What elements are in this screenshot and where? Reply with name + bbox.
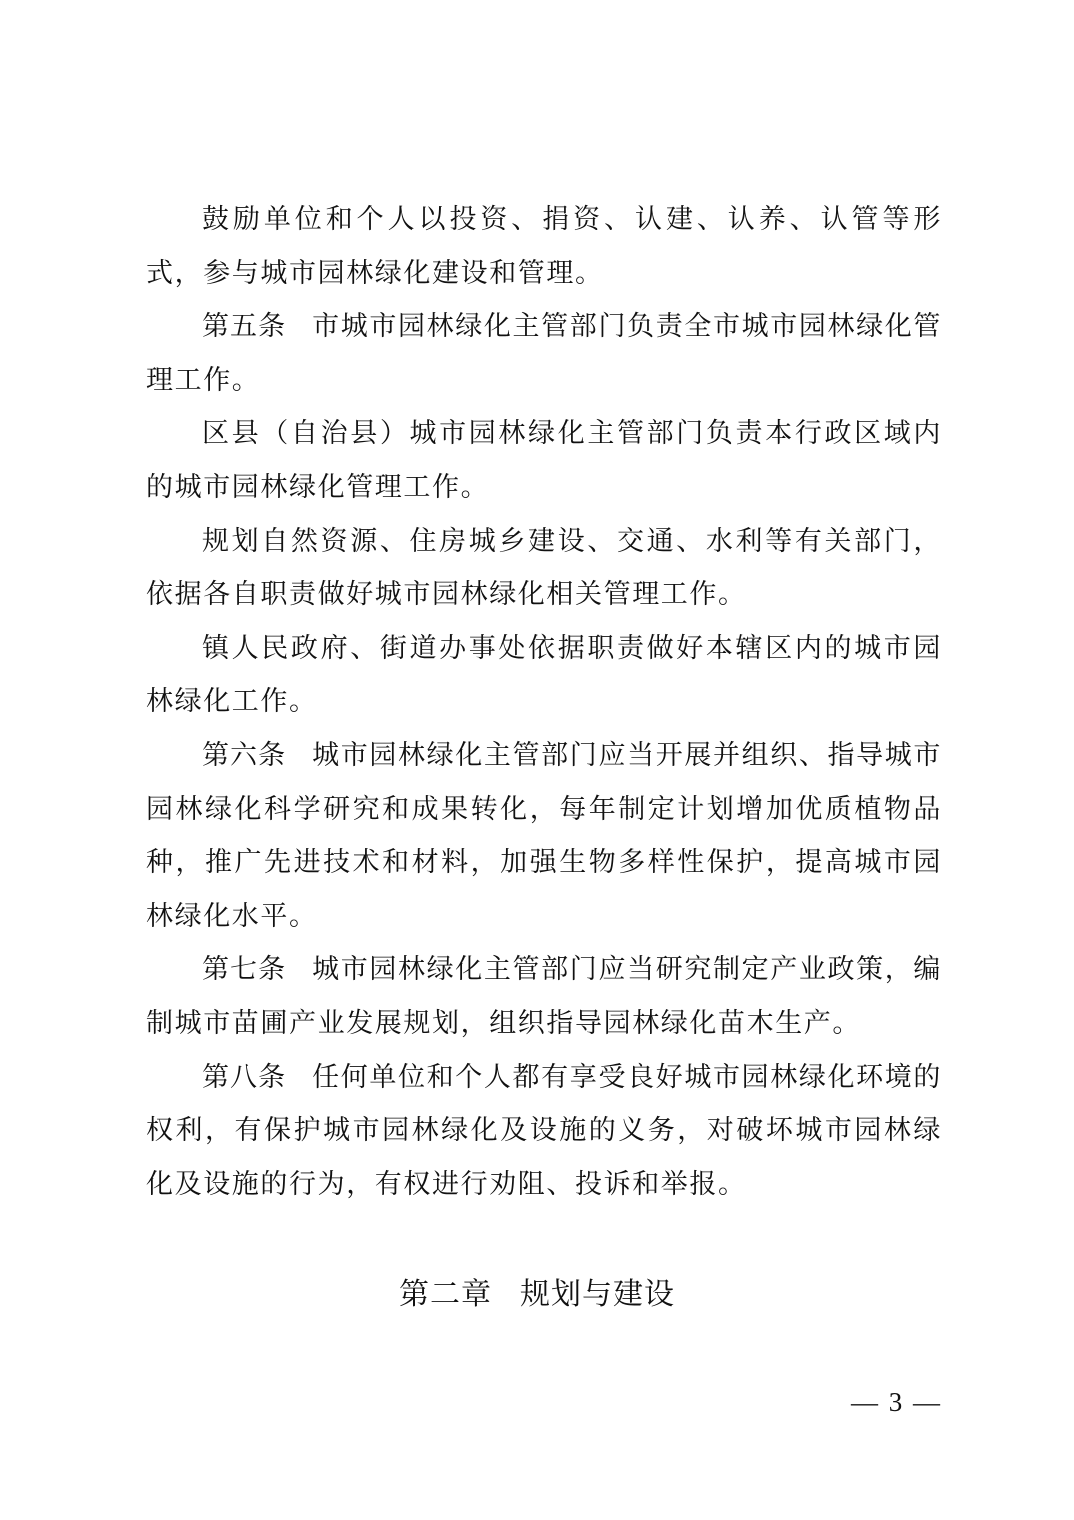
- article-5: [146, 300, 942, 407]
- article-8-label: 第八条: [202, 1061, 287, 1093]
- paragraph-5-text: 镇人民政府、街道办事处依据职责做好本辖区内的城市园林绿化工作。: [146, 632, 942, 718]
- article-6-label: 第六条: [202, 739, 287, 771]
- chapter-number: 第二章: [399, 1277, 492, 1312]
- chapter-title: 规划与建设: [520, 1277, 675, 1312]
- chapter-heading: [0, 1270, 1074, 1320]
- article-6-text: 城市园林绿化主管部门应当开展并组织、指导城市园林绿化科学研究和成果转化，每年制定计划增加优质植物品种，推广先进技术和材料，加强生物多样性保护，提高城市园林绿化水平。: [146, 739, 943, 932]
- article-7-text: 城市园林绿化主管部门应当研究制定产业政策，编制城市苗圃产业发展规划，组织指导园林绿化苗木生产。: [146, 954, 943, 1039]
- paragraph-5: [146, 622, 942, 729]
- document-body: [146, 193, 942, 1211]
- paragraph-4-text: 规划自然资源、住房城乡建设、交通、水利等有关部门，依据各自职责做好城市园林绿化相关管理工作。: [146, 525, 942, 611]
- article-7: [146, 943, 942, 1050]
- article-8-text: 任何单位和个人都有享受良好城市园林绿化环境的权利，有保护城市园林绿化及设施的义务，对破坏城市园林绿化及设施的行为，有权进行劝阻、投诉和举报。: [146, 1061, 943, 1200]
- article-8: [146, 1051, 942, 1212]
- paragraph-1-text: 鼓励单位和个人以投资、捐资、认建、认养、认管等形式，参与城市园林绿化建设和管理。: [146, 204, 942, 289]
- paragraph-1: [146, 193, 942, 300]
- article-5-text: 市城市园林绿化主管部门负责全市城市园林绿化管理工作。: [146, 311, 943, 396]
- paragraph-4: [146, 515, 942, 622]
- article-7-label: 第七条: [202, 954, 287, 986]
- article-6: [146, 729, 942, 943]
- paragraph-3: [146, 407, 942, 514]
- page-number: — 3 —: [851, 1387, 942, 1417]
- paragraph-3-text: 区县（自治县）城市园林绿化主管部门负责本行政区域内的城市园林绿化管理工作。: [146, 418, 942, 503]
- article-5-label: 第五条: [202, 311, 287, 343]
